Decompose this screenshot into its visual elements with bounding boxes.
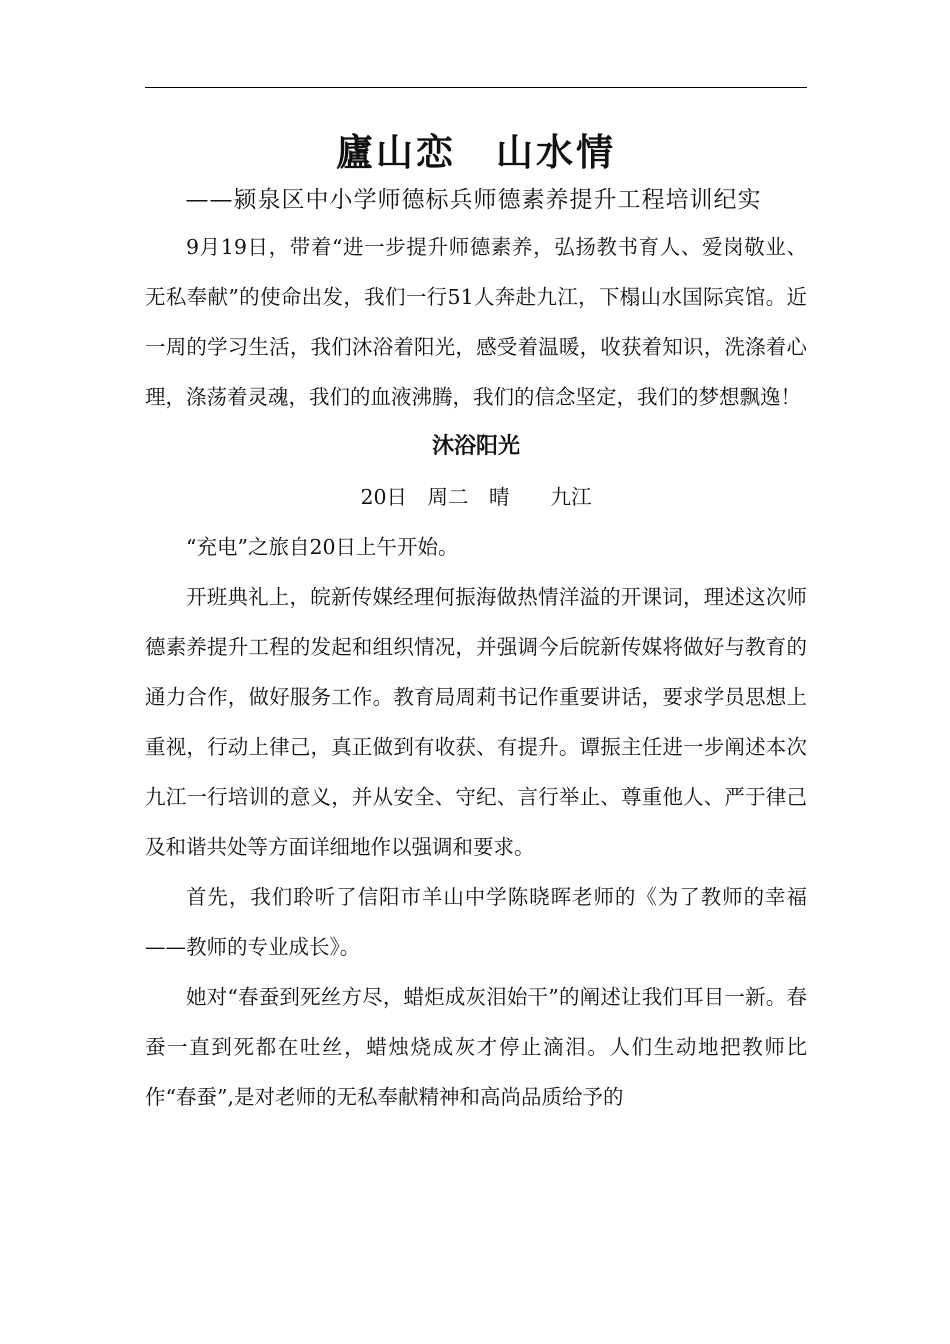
page-title: 廬山恋 山水情 xyxy=(336,130,616,174)
body-paragraph: 她对“春蚕到死丝方尽，蜡炬成灰泪始干”的阐述让我们耳目一新。春蚕一直到死都在吐丝，蜡烛烧成灰才停止滴泪。人们生动地把教师比作“春蚕”,是对老师的无私奉献精神和高尚品质给予的 xyxy=(145,985,807,1109)
document-page xyxy=(145,124,807,1122)
body-paragraph: “充电”之旅自20日上午开始。 xyxy=(186,535,459,559)
section-title: 沐浴阳光 xyxy=(431,434,520,459)
header-rule xyxy=(145,87,807,88)
section-dateline: 20日 周二 晴 九江 xyxy=(360,485,592,509)
page-subtitle: ——颍泉区中小学师德标兵师德素养提升工程培训纪实 xyxy=(185,187,762,213)
body-paragraph: 开班典礼上，皖新传媒经理何振海做热情洋溢的开课词，理述这次师德素养提升工程的发起和组织情况，并强调今后皖新传媒将做好与教育的通力合作，做好服务工作。教育局周莉书记作重要讲话，要求学员思想上重视，行动上律己，真正做到有收获、有提升。谭振主任进一步阐述本次九江一行培训的意义，并从安全、守纪、言行举止、尊重他人、严于律己及和谐共处等方面详细地作以强调和要求。 xyxy=(145,585,807,859)
intro-paragraph: 9月19日，带着“进一步提升师德素养，弘扬教书育人、爱岗敬业、无私奉献”的使命出发，我们一行51人奔赴九江，下榻山水国际宾馆。近一周的学习生活，我们沐浴着阳光，感受着温暖，收获着知识，洗涤着心理，涤荡着灵魂，我们的血液沸腾，我们的信念坚定，我们的梦想飘逸！ xyxy=(145,235,807,409)
body-paragraph: 首先，我们聆听了信阳市羊山中学陈晓晖老师的《为了教师的幸福——教师的专业成长》。 xyxy=(145,885,807,959)
